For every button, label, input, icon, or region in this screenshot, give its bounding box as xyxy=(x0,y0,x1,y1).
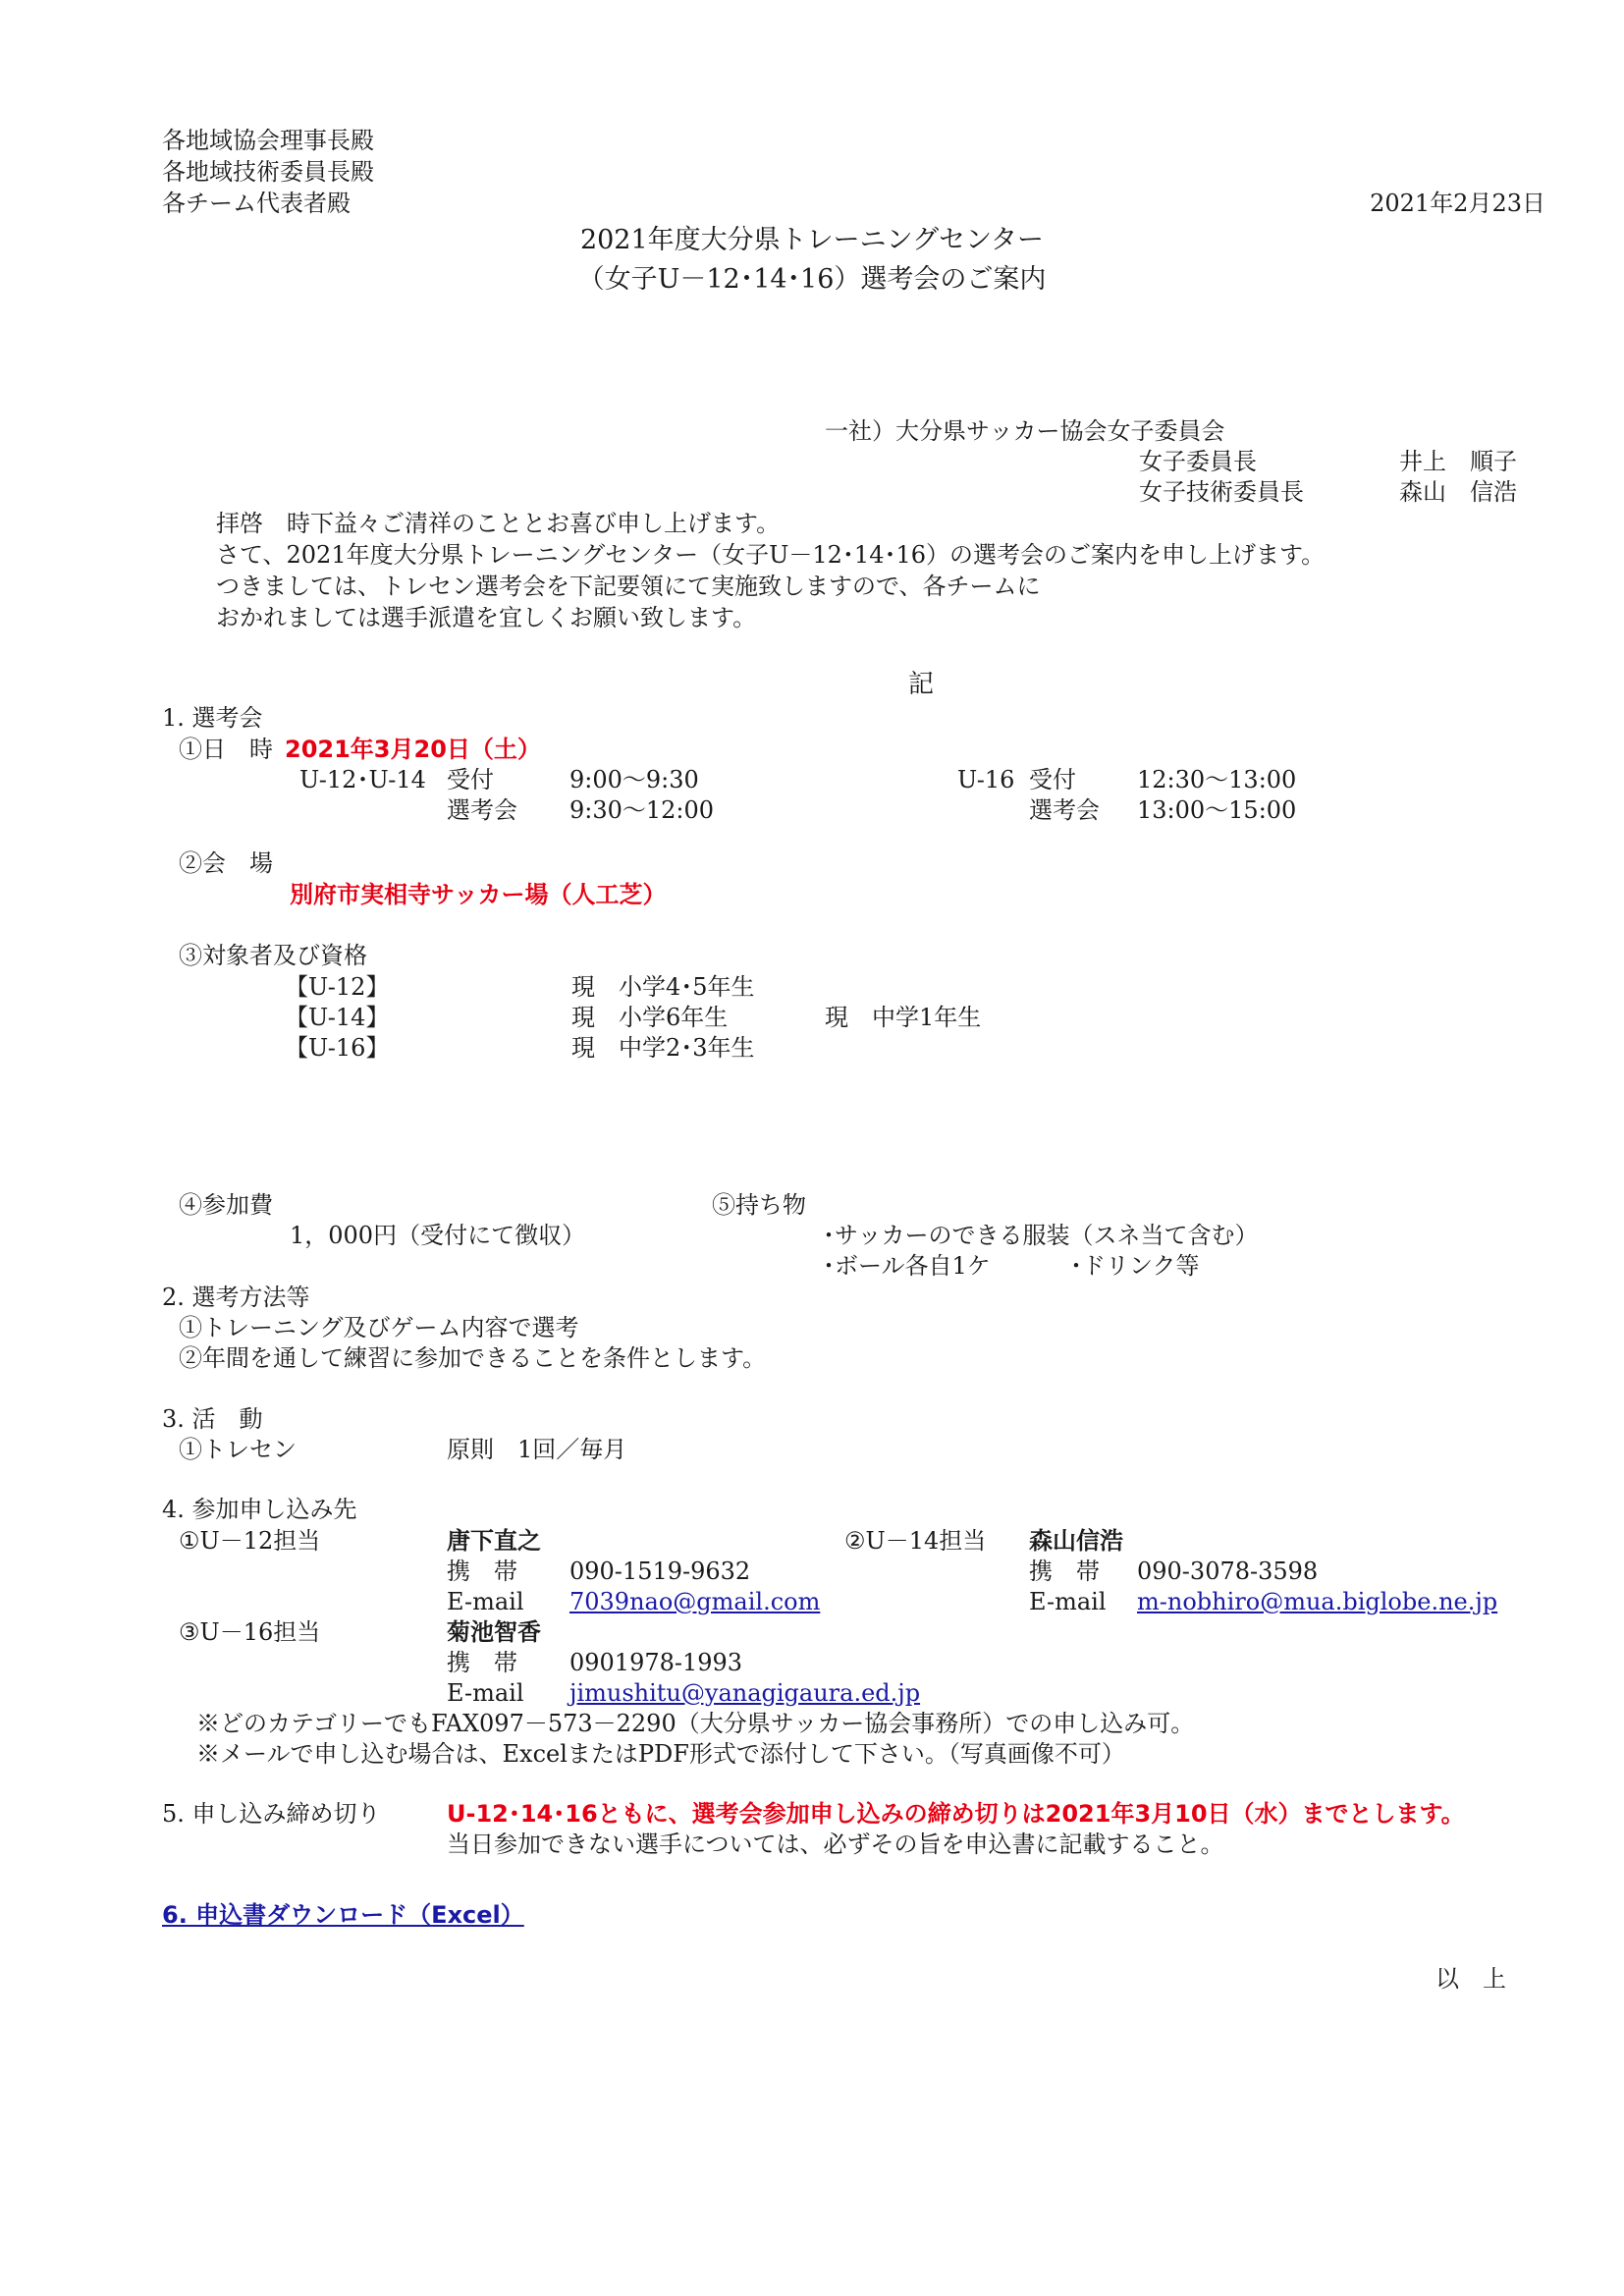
u12-contact-name: 唐下直之 xyxy=(447,1527,541,1555)
u14-email-label: E-mail xyxy=(1029,1588,1107,1615)
venue-label: ②会 場 xyxy=(179,849,273,877)
section2-heading: 2. 選考方法等 xyxy=(162,1284,310,1311)
u16-mobile-label: 携 帯 xyxy=(447,1649,517,1676)
eligibility-grade: 現 小学4･5年生 xyxy=(571,973,755,1001)
activity-value: 原則 1回／毎月 xyxy=(447,1436,627,1463)
eligibility-category: 【U-12】 xyxy=(285,973,390,1001)
eligibility-category: 【U-14】 xyxy=(285,1004,390,1031)
u16-contact-name: 菊池智香 xyxy=(447,1618,541,1646)
u12-contact-label: ①U－12担当 xyxy=(179,1527,321,1555)
u1214-selection-label: 選考会 xyxy=(447,796,517,824)
u16-email-label: E-mail xyxy=(447,1679,524,1707)
fee-value: 1，000円（受付にて徴収） xyxy=(290,1222,586,1249)
u16-contact-label: ③U－16担当 xyxy=(179,1618,321,1646)
greeting-line-1: 拝啓 時下益々ご清祥のこととお喜び申し上げます。 xyxy=(216,510,781,537)
deadline-note: 当日参加できない選手については、必ずその旨を申込書に記載すること。 xyxy=(447,1831,1224,1858)
u12-email-link[interactable]: 7039nao@gmail.com xyxy=(569,1588,821,1615)
closing-mark: 以 上 xyxy=(1435,1965,1506,1993)
deadline-text: U-12･14･16ともに、選考会参加申し込みの締め切りは2021年3月10日（水）までとします。 xyxy=(447,1800,1465,1828)
eligibility-grade: 現 小学6年生 xyxy=(571,1004,729,1031)
greeting-line-3: つきましては、トレセン選考会を下記要領にて実施致しますので、各チームに xyxy=(216,573,1041,600)
eligibility-grade: 現 中学2･3年生 xyxy=(571,1034,755,1062)
eligibility-category: 【U-16】 xyxy=(285,1034,390,1062)
items-line-2b: ･ドリンク等 xyxy=(1070,1252,1200,1280)
selection-method-2: ②年間を通して練習に参加できることを条件とします。 xyxy=(179,1344,767,1372)
items-label: ⑤持ち物 xyxy=(712,1191,806,1219)
fee-label: ④参加費 xyxy=(179,1191,273,1219)
eligibility-label: ③対象者及び資格 xyxy=(179,942,367,969)
activity-label: ①トレセン xyxy=(179,1436,297,1463)
section1-heading: 1. 選考会 xyxy=(162,704,263,732)
document-title-line2: （女子U－12･14･16）選考会のご案内 xyxy=(577,264,1047,295)
sender-tech-name: 森山 信浩 xyxy=(1399,478,1517,506)
section5-heading: 5. 申し込み締め切り xyxy=(162,1800,381,1828)
u16-group: U-16 xyxy=(957,766,1015,793)
u14-contact-label: ②U－14担当 xyxy=(844,1527,987,1555)
u16-reception-time: 12:30～13:00 xyxy=(1137,766,1297,793)
items-line-1: ･サッカーのできる服装（スネ当て含む） xyxy=(823,1222,1259,1249)
greeting-line-4: おかれましては選手派遣を宜しくお願い致します。 xyxy=(216,604,757,631)
ki-marker: 記 xyxy=(908,670,935,699)
u14-mobile-label: 携 帯 xyxy=(1029,1558,1100,1585)
u16-reception-label: 受付 xyxy=(1029,766,1076,793)
u1214-selection-time: 9:30～12:00 xyxy=(569,796,715,824)
sender-tech-title: 女子技術委員長 xyxy=(1139,478,1304,506)
recipient-1: 各地域協会理事長殿 xyxy=(162,127,374,154)
section4-heading: 4. 参加申し込み先 xyxy=(162,1496,357,1523)
u16-selection-time: 13:00～15:00 xyxy=(1137,796,1297,824)
selection-method-1: ①トレーニング及びゲーム内容で選考 xyxy=(179,1314,579,1341)
email-format-note: ※メールで申し込む場合は、ExcelまたはPDF形式で添付して下さい。（写真画像不可） xyxy=(196,1740,1125,1768)
u16-selection-label: 選考会 xyxy=(1029,796,1100,824)
recipient-3: 各チーム代表者殿 xyxy=(162,190,351,217)
greeting-line-2: さて、2021年度大分県トレーニングセンター（女子U－12･14･16）の選考会のご案内を申し上げます。 xyxy=(216,541,1326,569)
u1214-reception-label: 受付 xyxy=(447,766,494,793)
recipient-2: 各地域技術委員長殿 xyxy=(162,158,374,186)
u1214-group: U-12･U-14 xyxy=(299,766,426,793)
sender-chair-title: 女子委員長 xyxy=(1139,448,1257,475)
u14-email-link[interactable]: m-nobhiro@mua.biglobe.ne.jp xyxy=(1137,1588,1498,1615)
eligibility-grade-extra: 現 中学1年生 xyxy=(825,1004,982,1031)
u12-email-label: E-mail xyxy=(447,1588,524,1615)
u12-mobile: 090-1519-9632 xyxy=(569,1558,751,1585)
venue-value: 別府市実相寺サッカー場（人工芝） xyxy=(290,881,667,908)
u1214-reception-time: 9:00～9:30 xyxy=(569,766,699,793)
application-form-download-link[interactable]: 6. 申込書ダウンロード（Excel） xyxy=(162,1901,524,1929)
section3-heading: 3. 活 動 xyxy=(162,1405,263,1433)
u14-mobile: 090-3078-3598 xyxy=(1137,1558,1319,1585)
datetime-value: 2021年3月20日（土） xyxy=(285,736,541,763)
u16-email-link[interactable]: jimushitu@yanagigaura.ed.jp xyxy=(569,1679,921,1707)
items-line-2a: ･ボール各自1ケ xyxy=(823,1252,991,1280)
fax-note: ※どのカテゴリーでもFAX097－573－2290（大分県サッカー協会事務所）での申し込み可。 xyxy=(196,1710,1195,1737)
u16-mobile: 0901978-1993 xyxy=(569,1649,743,1676)
sender-organization: 一社）大分県サッカー協会女子委員会 xyxy=(825,417,1225,445)
document-title-line1: 2021年度大分県トレーニングセンター xyxy=(579,225,1045,255)
u12-mobile-label: 携 帯 xyxy=(447,1558,517,1585)
document-date: 2021年2月23日 xyxy=(1370,190,1545,217)
u14-contact-name: 森山信浩 xyxy=(1029,1527,1123,1555)
datetime-label: ①日 時 xyxy=(179,736,273,763)
sender-chair-name: 井上 順子 xyxy=(1399,448,1517,475)
